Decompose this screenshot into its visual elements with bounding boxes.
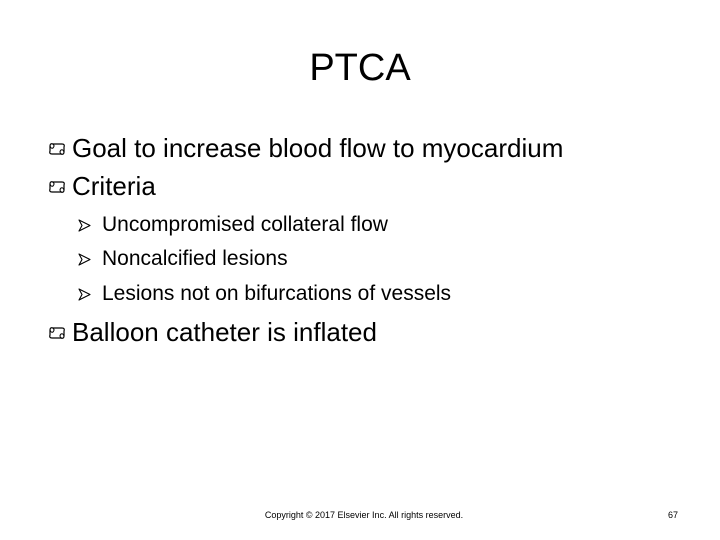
- bullet-text: Balloon catheter is inflated: [72, 317, 377, 347]
- slide-title: PTCA: [309, 47, 411, 89]
- sub-bullet-text: Uncompromised collateral flow: [102, 213, 388, 236]
- sub-bullet-text: Noncalcified lesions: [102, 247, 288, 270]
- scroll-icon: [48, 131, 68, 165]
- copyright-footer: Copyright © 2017 Elsevier Inc. All rights reserved.: [264, 510, 464, 520]
- arrowhead-icon: [78, 245, 94, 273]
- bullet-text: Criteria: [72, 171, 156, 201]
- scroll-icon: [48, 169, 68, 203]
- page-number: 67: [667, 510, 678, 520]
- scroll-icon: [48, 315, 68, 349]
- arrowhead-icon: [78, 211, 94, 239]
- sub-bullet-text: Lesions not on bifurcations of vessels: [102, 282, 452, 305]
- arrowhead-icon: [78, 280, 94, 308]
- bullet-text: Goal to increase blood flow to myocardium: [72, 133, 564, 163]
